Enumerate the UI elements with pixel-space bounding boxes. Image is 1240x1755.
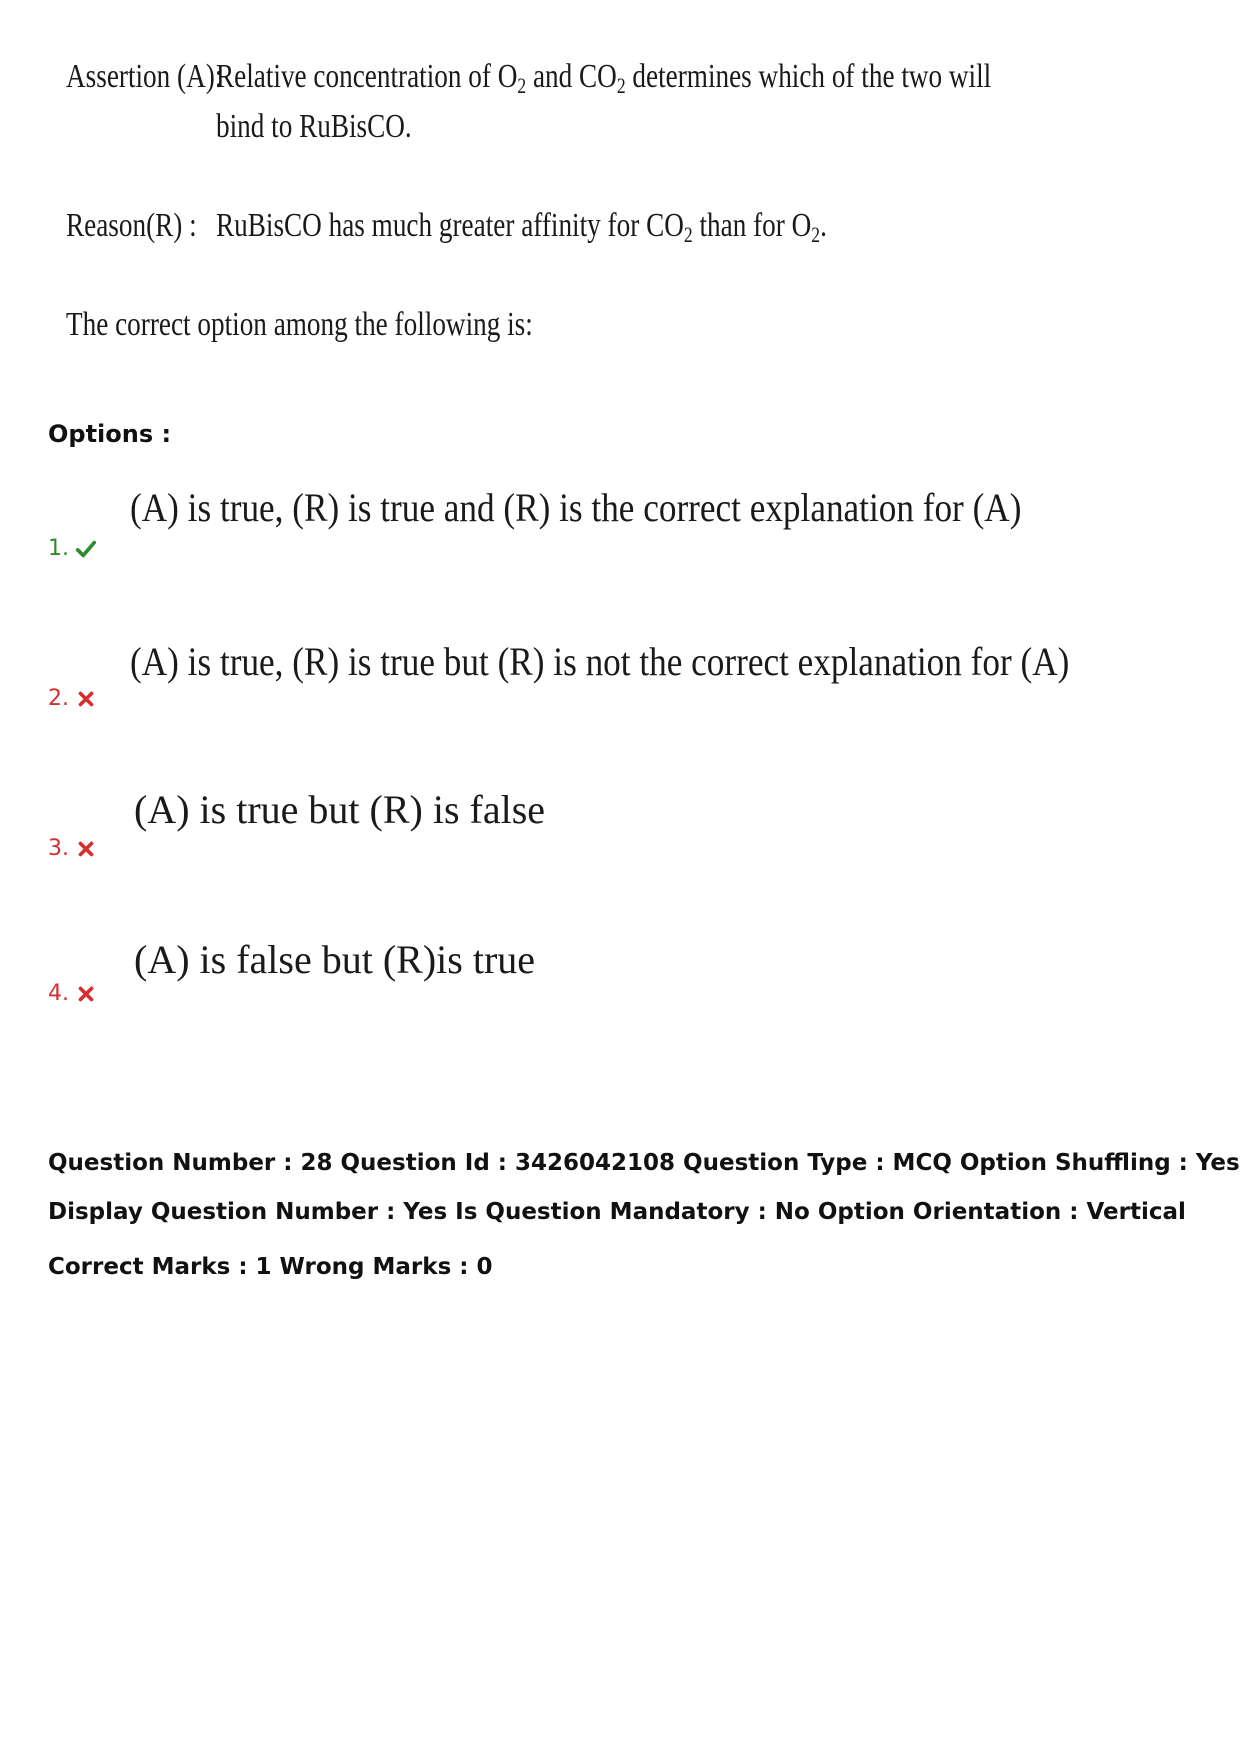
- question-prompt: The correct option among the following is:: [66, 306, 533, 343]
- option-2-text: (A) is true, (R) is true but (R) is not the correct explanation for (A): [130, 639, 1070, 684]
- assertion-line-2: bind to RuBisCO.: [216, 108, 412, 145]
- cross-icon: [75, 838, 97, 860]
- question-meta-line-1: Question Number : 28 Question Id : 3426042108 Question Type : MCQ Option Shuffling : Yes: [48, 1150, 1240, 1176]
- option-4-text: (A) is false but (R)is true: [134, 937, 536, 982]
- option-1-number: 1.: [48, 536, 97, 561]
- reason-label: Reason(R) :: [66, 207, 197, 244]
- question-meta-line-3: Correct Marks : 1 Wrong Marks : 0: [48, 1254, 493, 1280]
- option-3-number: 3.: [48, 836, 97, 861]
- reason-text: RuBisCO has much greater affinity for $CO_2$ than for $O_2$.: [216, 207, 827, 247]
- assertion-line-1: Relative concentration of $O_2$ and $CO_2$ determines which of the two will: [216, 58, 992, 98]
- option-2-number: 2.: [48, 686, 97, 711]
- check-icon: [75, 538, 97, 560]
- option-3-text: (A) is true but (R) is false: [134, 787, 546, 832]
- assertion-label: Assertion (A):: [66, 58, 223, 95]
- options-label: Options :: [48, 420, 172, 448]
- cross-icon: [75, 688, 97, 710]
- option-1-text: (A) is true, (R) is true and (R) is the correct explanation for (A): [130, 485, 1022, 530]
- question-meta-line-2: Display Question Number : Yes Is Question Mandatory : No Option Orientation : Vertical: [48, 1199, 1186, 1225]
- option-4-number: 4.: [48, 981, 97, 1006]
- cross-icon: [75, 983, 97, 1005]
